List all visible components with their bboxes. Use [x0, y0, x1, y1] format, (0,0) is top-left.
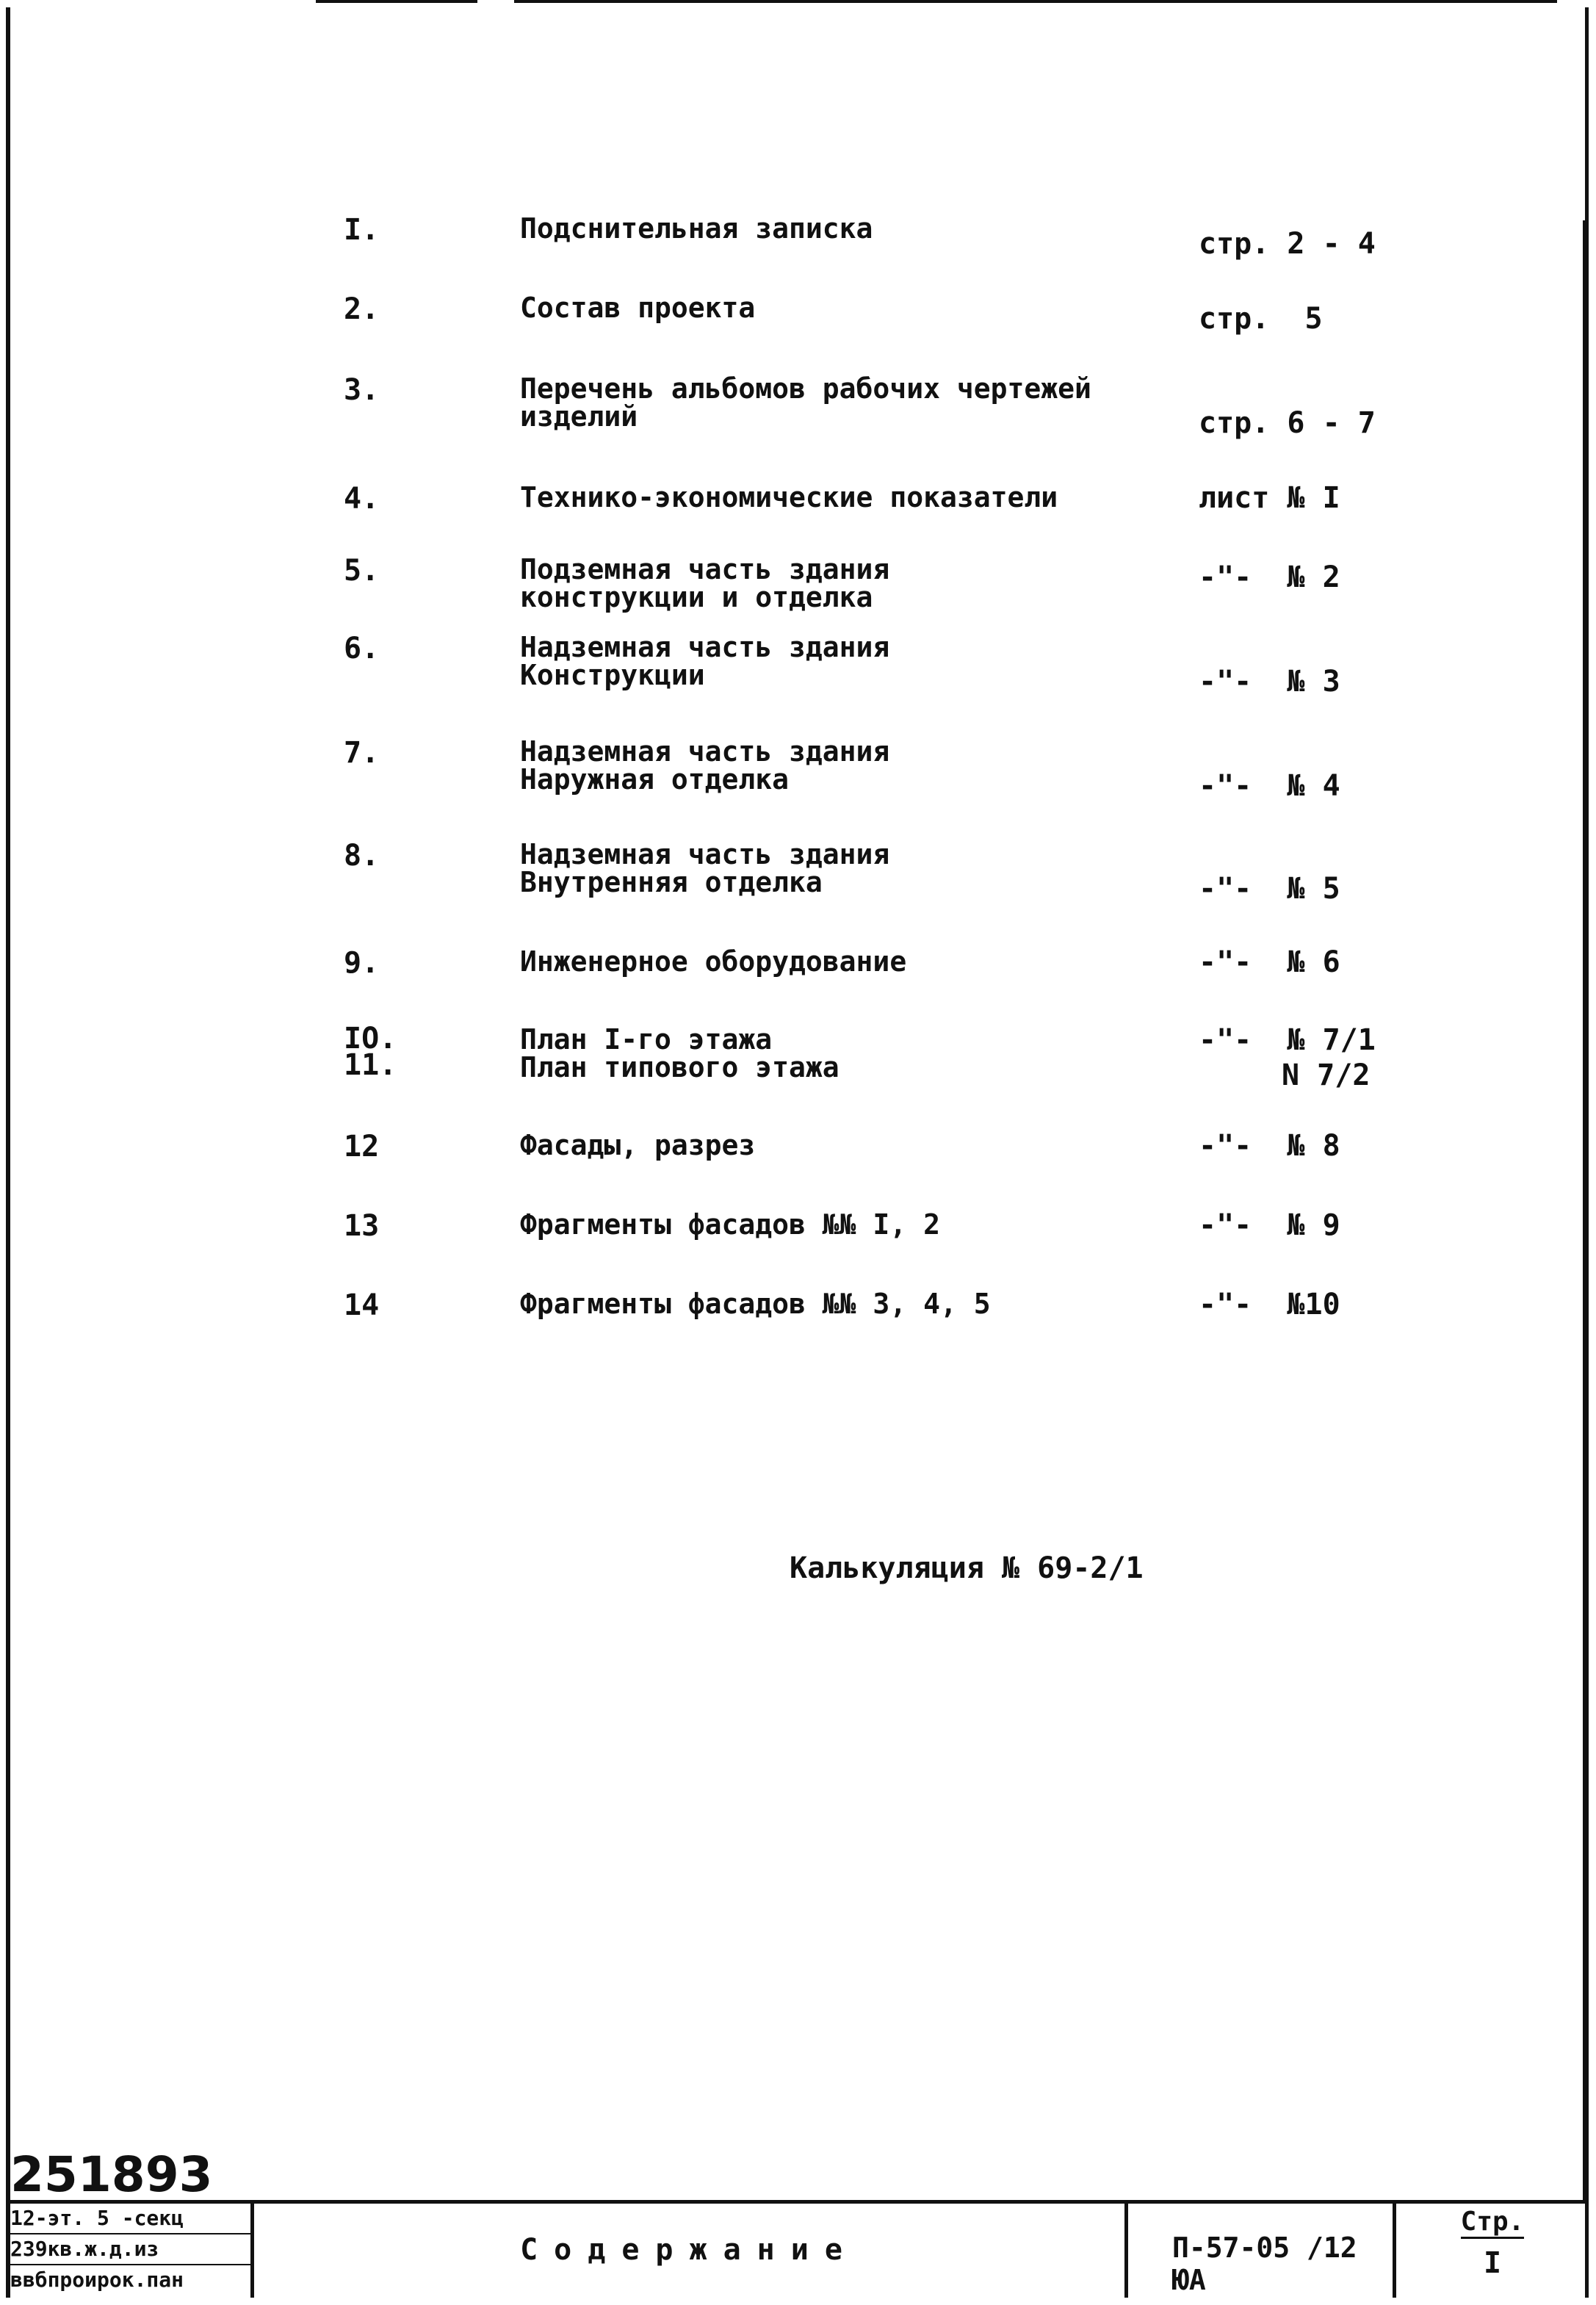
toc-reference: -"- № 9	[1199, 1208, 1340, 1242]
project-line: ввбпроирок.пан	[10, 2268, 184, 2292]
toc-number: 13	[344, 1209, 380, 1243]
toc-number: 14	[344, 1288, 380, 1322]
toc-title: Перечень альбомов рабочих чертежей изделий	[520, 372, 1091, 433]
toc-reference: -"- №10	[1199, 1288, 1340, 1321]
title-block-code-cell	[1128, 2204, 1396, 2298]
toc-reference: -"- № 5	[1199, 872, 1340, 906]
project-code: П-57-05 /12 ЮА	[1172, 2232, 1357, 2296]
sheet-title: Содержание	[520, 2233, 859, 2267]
inventory-number: 251893	[10, 2146, 213, 2203]
title-block-project-cell	[6, 2204, 254, 2298]
toc-title: Инженерное оборудование	[520, 945, 907, 978]
project-line: 12-эт. 5 -секц	[6, 2204, 250, 2234]
toc-number: 4.	[344, 482, 380, 516]
toc-number: 9.	[344, 946, 380, 980]
toc-number: 7.	[344, 736, 380, 770]
toc-title: Состав проекта	[520, 292, 756, 324]
toc-title: Подснительная записка	[520, 212, 873, 245]
toc-reference-extra: N 7/2	[1282, 1058, 1371, 1092]
toc-title: Надземная часть здания Наружная отделка	[520, 735, 890, 796]
title-block-page-cell	[1396, 2204, 1589, 2298]
calculation-note: Калькуляция № 69-2/1	[790, 1551, 1144, 1585]
title-block	[6, 2200, 1589, 2298]
toc-title: Надземная часть здания Внутренняя отделка	[520, 838, 890, 898]
toc-reference: -"- № 3	[1199, 665, 1340, 699]
toc-title: Фрагменты фасадов №№ I, 2	[520, 1208, 940, 1241]
toc-number: 6.	[344, 632, 380, 665]
title-block-name-cell	[254, 2204, 1128, 2298]
toc-reference: лист № I	[1199, 481, 1340, 515]
page-label: Стр.	[1461, 2207, 1525, 2239]
toc-number: 2.	[344, 292, 380, 326]
toc-title: Фасады, разрез	[520, 1129, 756, 1161]
toc-title: Фрагменты фасадов №№ 3, 4, 5	[520, 1288, 991, 1320]
top-border-fragment	[514, 0, 1557, 3]
top-border-fragment	[316, 0, 477, 3]
toc-reference: -"- № 4	[1199, 769, 1340, 803]
toc-number: IO. 11.	[344, 1022, 397, 1082]
toc-reference: стр. 5	[1199, 302, 1323, 336]
toc-number: 5.	[344, 554, 380, 588]
page-number: I	[1483, 2246, 1502, 2280]
toc-reference: -"- № 7/1	[1199, 1023, 1376, 1057]
toc-reference: -"- № 2	[1199, 560, 1340, 594]
toc-reference: -"- № 8	[1199, 1129, 1340, 1163]
toc-title: Технико-экономические показатели	[520, 481, 1058, 513]
toc-title: Надземная часть здания Конструкции	[520, 631, 890, 691]
toc-title: План I-го этажа План типового этажа	[520, 1023, 839, 1083]
toc-number: 12	[344, 1130, 380, 1164]
toc-reference: стр. 2 - 4	[1199, 227, 1376, 261]
toc-title: Подземная часть здания конструкции и отделка	[520, 553, 890, 613]
toc-number: 8.	[344, 839, 380, 873]
drawing-sheet	[6, 7, 1589, 2298]
toc-number: I.	[344, 213, 380, 247]
toc-number: 3.	[344, 373, 380, 407]
toc-reference: стр. 6 - 7	[1199, 406, 1376, 440]
project-line: 239кв.ж.д.из	[6, 2234, 250, 2265]
right-border	[1583, 220, 1587, 2204]
toc-reference: -"- № 6	[1199, 945, 1340, 979]
